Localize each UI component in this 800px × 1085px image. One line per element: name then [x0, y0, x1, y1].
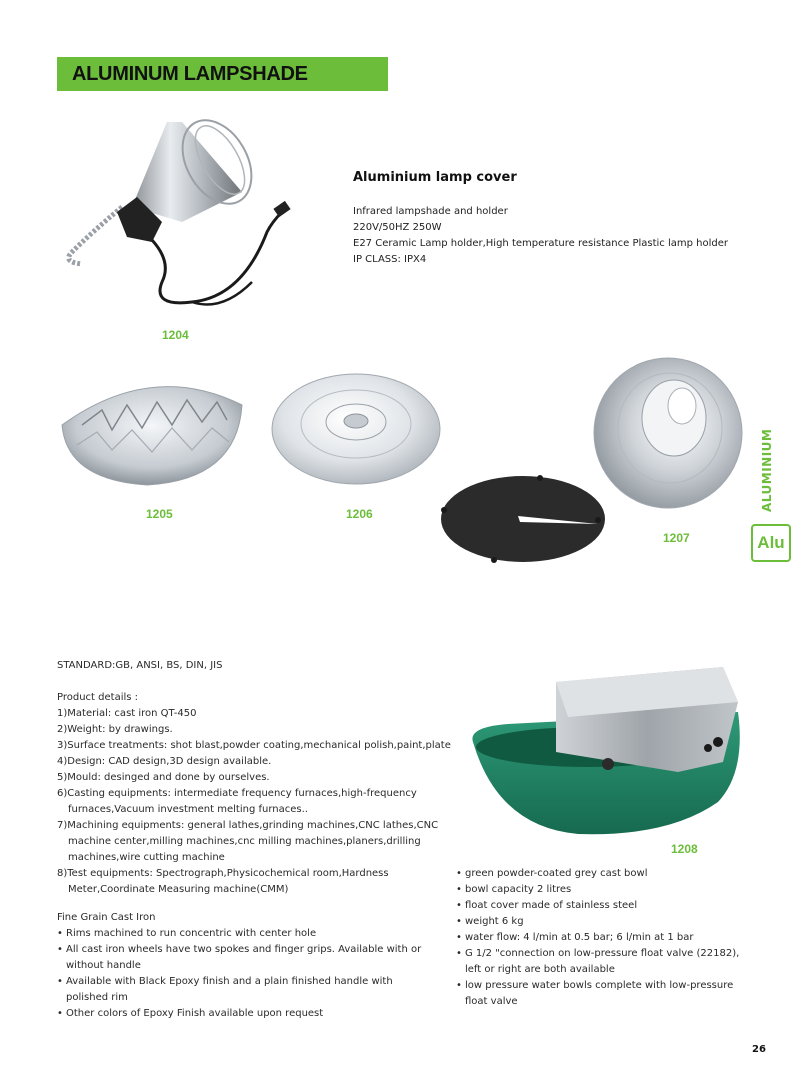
fine-grain-list	[57, 926, 437, 1022]
product-code-1207: 1207	[663, 531, 690, 545]
list-item: • weight 6 kg	[456, 914, 756, 930]
product-details	[57, 690, 452, 1022]
details-line: 4)Design: CAD design,3D design available.	[57, 756, 272, 767]
details-line: 6)Casting equipments: intermediate frequency furnaces,high-frequency	[57, 788, 417, 799]
lamp-specs	[353, 204, 728, 268]
water-bowl-image	[468, 662, 746, 842]
details-line: 5)Mould: desinged and done by ourselves.	[57, 772, 270, 783]
flat-cover-image	[270, 372, 442, 487]
list-item: • G 1/2 "connection on low-pressure float valve (22182), left or right are both available	[456, 946, 756, 978]
list-item: • low pressure water bowls complete with low-pressure float valve	[456, 978, 756, 1010]
details-line: 7)Machining equipments: general lathes,grinding machines,CNC lathes,CNC	[57, 820, 439, 831]
list-item: • water flow: 4 l/min at 0.5 bar; 6 l/min at 1 bar	[456, 930, 756, 946]
product-code-1208: 1208	[671, 842, 698, 856]
lamp-cover-image	[52, 112, 302, 322]
list-item: • Other colors of Epoxy Finish available upon request	[57, 1006, 437, 1022]
list-item: • Rims machined to run concentric with center hole	[57, 926, 437, 942]
details-line: 1)Material: cast iron QT-450	[57, 708, 197, 719]
list-item: • float cover made of stainless steel	[456, 898, 756, 914]
details-line-cont: machine center,milling machines,cnc milling machines,planers,drilling	[68, 836, 421, 847]
product-code-1204: 1204	[162, 328, 189, 342]
page-number: 26	[752, 1044, 766, 1055]
details-line: 8)Test equipments: Spectrograph,Physicochemical room,Hardness	[57, 868, 389, 879]
lamp-spec-line: IP CLASS: IPX4	[353, 254, 427, 265]
details-line-cont: machines,wire cutting machine	[68, 852, 225, 863]
product-code-1205: 1205	[146, 507, 173, 521]
lamp-spec-line: Infrared lampshade and holder	[353, 206, 508, 217]
list-item: • All cast iron wheels have two spokes and finger grips. Available with or without handle	[57, 942, 437, 974]
side-tab-label: ALUMINIUM	[760, 428, 774, 512]
details-line-cont: Meter,Coordinate Measuring machine(CMM)	[68, 884, 289, 895]
list-item: • green powder-coated grey cast bowl	[456, 866, 756, 882]
details-line-cont: furnaces,Vacuum investment melting furnaces..	[68, 804, 308, 815]
lamp-spec-line: E27 Ceramic Lamp holder,High temperature resistance Plastic lamp holder	[353, 238, 728, 249]
details-line: 2)Weight: by drawings.	[57, 724, 173, 735]
list-item: • Available with Black Epoxy finish and a plain finished handle with polished rim	[57, 974, 437, 1006]
standard-text: STANDARD:GB, ANSI, BS, DIN, JIS	[57, 660, 223, 671]
gasket-disc-image	[438, 472, 608, 567]
side-tab-badge: Alu	[751, 524, 791, 562]
list-item: • bowl capacity 2 litres	[456, 882, 756, 898]
details-line: 3)Surface treatments: shot blast,powder coating,mechanical polish,paint,plate	[57, 740, 451, 751]
lamp-spec-line: 220V/50HZ 250W	[353, 222, 442, 233]
product-code-1206: 1206	[346, 507, 373, 521]
details-heading: Product details :	[57, 692, 139, 703]
reflector-bowl-image	[57, 370, 247, 490]
section-banner: ALUMINUM LAMPSHADE	[57, 57, 388, 91]
lamp-title: Aluminium lamp cover	[353, 170, 517, 185]
reflector-cone-image	[592, 356, 744, 511]
bowl-features-list	[456, 866, 756, 1010]
fine-grain-heading: Fine Grain Cast Iron	[57, 912, 156, 923]
